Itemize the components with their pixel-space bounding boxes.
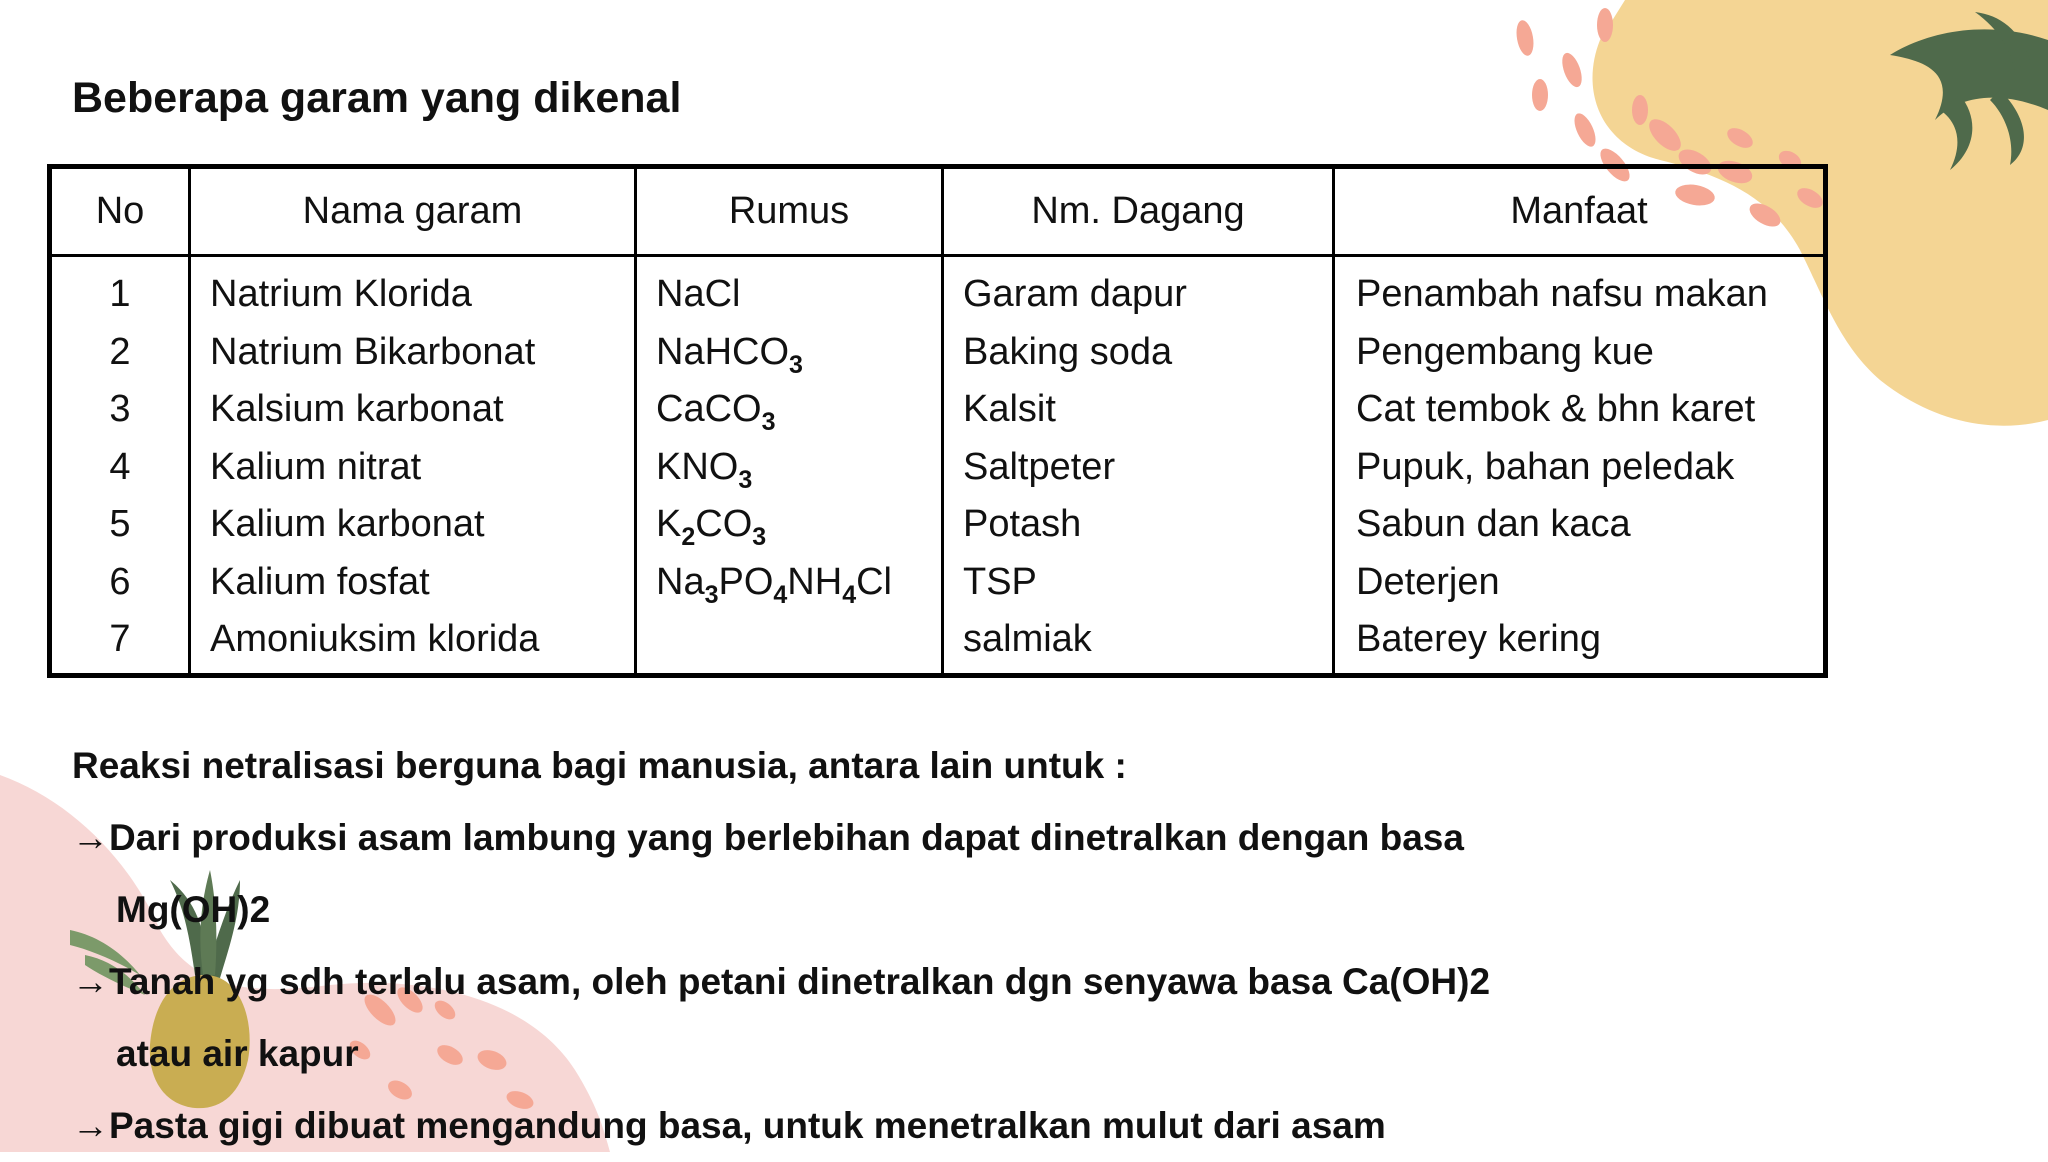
- cell-no: 1: [52, 266, 188, 324]
- cell-no: 4: [52, 439, 188, 497]
- salt-table: [47, 164, 1828, 678]
- cell-trade-name: TSP: [963, 554, 1187, 612]
- cell-use: Sabun dan kaca: [1356, 496, 1768, 554]
- cell-no: 7: [52, 611, 188, 669]
- cell-use: Cat tembok & bhn karet: [1356, 381, 1768, 439]
- cell-formula: $KNO_3$: [656, 439, 892, 497]
- cell-use: Pupuk, bahan peledak: [1356, 439, 1768, 497]
- cell-formula: NaCl: [656, 266, 892, 324]
- cell-trade-name: Garam dapur: [963, 266, 1187, 324]
- bullet-line: →Pasta gigi dibuat mengandung basa, untuk menetralkan mulut dari asam: [72, 1090, 1772, 1162]
- bullet-line: →Dari produksi asam lambung yang berlebihan dapat dinetralkan dengan basa: [72, 802, 1772, 874]
- cell-formula: $Na_3PO_4NH_4Cl$: [656, 554, 892, 612]
- cell-no: 3: [52, 381, 188, 439]
- neutralization-section: [72, 730, 1772, 1162]
- cell-no: 5: [52, 496, 188, 554]
- cell-use: Baterey kering: [1356, 611, 1768, 669]
- cell-name: Kalium fosfat: [210, 554, 539, 612]
- column-trade-name: [963, 266, 1187, 669]
- column-use: [1356, 266, 1768, 669]
- column-no: [52, 266, 188, 669]
- section-heading: Reaksi netralisasi berguna bagi manusia, antara lain untuk :: [72, 730, 1772, 802]
- cell-no: 2: [52, 324, 188, 382]
- cell-formula: NaHCO$_3$: [656, 324, 892, 382]
- header-name: Nama garam: [191, 169, 634, 254]
- cell-trade-name: Saltpeter: [963, 439, 1187, 497]
- header-trade-name: Nm. Dagang: [944, 169, 1332, 254]
- cell-trade-name: Baking soda: [963, 324, 1187, 382]
- bullet-line: →Tanah yg sdh terlalu asam, oleh petani dinetralkan dgn senyawa basa Ca(OH)2: [72, 946, 1772, 1018]
- cell-use: Pengembang kue: [1356, 324, 1768, 382]
- header-use: Manfaat: [1335, 169, 1823, 254]
- page-title: Beberapa garam yang dikenal: [72, 74, 681, 123]
- column-name: [210, 266, 539, 669]
- cell-trade-name: salmiak: [963, 611, 1187, 669]
- header-no: No: [52, 169, 188, 254]
- cell-no: 6: [52, 554, 188, 612]
- cell-formula: CaCO$_3$: [656, 381, 892, 439]
- cell-formula: [656, 611, 892, 669]
- cell-name: Kalium nitrat: [210, 439, 539, 497]
- cell-use: Deterjen: [1356, 554, 1768, 612]
- cell-name: Kalsium karbonat: [210, 381, 539, 439]
- bullet-continuation: atau air kapur: [72, 1018, 1772, 1090]
- cell-use: Penambah nafsu makan: [1356, 266, 1768, 324]
- header-formula: Rumus: [637, 169, 941, 254]
- bullet-continuation: Mg(OH)2: [72, 874, 1772, 946]
- cell-name: Natrium Bikarbonat: [210, 324, 539, 382]
- cell-name: Kalium karbonat: [210, 496, 539, 554]
- cell-trade-name: Kalsit: [963, 381, 1187, 439]
- cell-formula: $K_2CO_3$: [656, 496, 892, 554]
- cell-name: Natrium Klorida: [210, 266, 539, 324]
- cell-trade-name: Potash: [963, 496, 1187, 554]
- cell-name: Amoniuksim klorida: [210, 611, 539, 669]
- column-formula: [656, 266, 892, 669]
